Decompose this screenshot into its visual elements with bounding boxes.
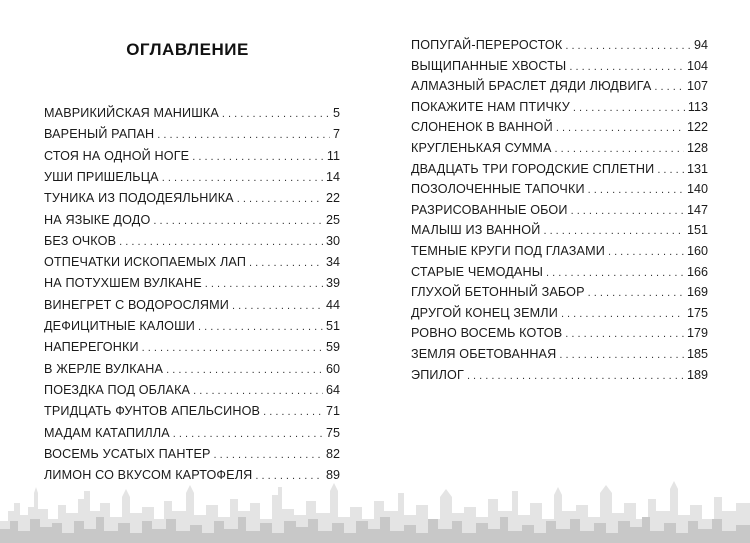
toc-entry-page-number: 140	[686, 182, 708, 197]
toc-entry-title: ВОСЕМЬ УСАТЫХ ПАНТЕР	[44, 446, 211, 461]
toc-entry-title: МАВРИКИЙСКАЯ МАНИШКА	[44, 106, 219, 120]
toc-dot-leader	[173, 428, 323, 440]
toc-dot-leader	[565, 40, 691, 52]
toc-entry	[44, 127, 340, 147]
toc-entry	[411, 223, 708, 243]
toc-entry	[411, 59, 708, 79]
toc-entry-page-number: 179	[686, 326, 708, 341]
toc-entry-page-number: 151	[686, 223, 708, 238]
toc-dot-leader	[166, 364, 323, 376]
toc-entry-page-number: 185	[686, 347, 708, 361]
toc-entry-page-number: 75	[325, 425, 340, 440]
toc-dot-leader	[561, 308, 684, 320]
toc-entry	[44, 383, 340, 403]
toc-entry-title: ДРУГОЙ КОНЕЦ ЗЕМЛИ	[411, 305, 558, 320]
toc-entry	[44, 298, 340, 318]
toc-dot-leader	[555, 143, 684, 155]
toc-entry-page-number: 94	[693, 38, 708, 52]
toc-dot-leader	[654, 81, 684, 93]
toc-dot-leader	[237, 193, 323, 205]
toc-dot-leader	[588, 184, 684, 196]
toc-dot-leader	[205, 278, 323, 290]
toc-entry-title: ПОПУГАЙ-ПЕРЕРОСТОК	[411, 38, 563, 52]
toc-entry-page-number: 60	[325, 361, 340, 376]
toc-entry-page-number: 122	[686, 120, 708, 135]
toc-entry-title: ЛИМОН СО ВКУСОМ КАРТОФЕЛЯ	[44, 468, 253, 483]
toc-entry	[44, 213, 340, 233]
toc-dot-leader	[119, 236, 323, 248]
toc-dot-leader	[198, 321, 323, 333]
toc-dot-leader	[249, 257, 323, 269]
toc-entry-page-number: 59	[325, 340, 340, 355]
toc-entry-page-number: 169	[686, 285, 708, 300]
toc-entry-title: МАЛЫШ ИЗ ВАННОЙ	[411, 223, 541, 238]
toc-entry	[44, 255, 340, 275]
toc-entry-page-number: 107	[686, 79, 708, 94]
toc-entry-page-number: 113	[687, 99, 708, 114]
toc-entry	[44, 276, 340, 296]
toc-entry-page-number: 175	[686, 305, 708, 320]
toc-entry-title: ДЕФИЦИТНЫЕ КАЛОШИ	[44, 319, 195, 333]
toc-entry	[411, 244, 708, 264]
toc-entry-page-number: 34	[325, 255, 340, 270]
toc-dot-leader	[556, 122, 684, 134]
toc-entry-page-number: 82	[325, 446, 340, 461]
toc-dot-leader	[222, 108, 330, 120]
toc-entry-title: ВЫЩИПАННЫЕ ХВОСТЫ	[411, 58, 567, 73]
toc-dot-leader	[214, 449, 323, 461]
toc-dot-leader	[565, 328, 684, 340]
toc-entry	[44, 106, 340, 126]
toc-entry-title: ПОКАЖИТЕ НАМ ПТИЧКУ	[411, 99, 570, 114]
toc-dot-leader	[263, 406, 323, 418]
toc-dot-leader	[193, 385, 323, 397]
toc-entry	[44, 340, 340, 360]
toc-entry	[44, 404, 340, 424]
toc-entry	[411, 162, 708, 182]
toc-entry-title: УШИ ПРИШЕЛЬЦА	[44, 169, 159, 184]
toc-entry-page-number: 128	[686, 141, 708, 155]
toc-entry-page-number: 189	[686, 367, 708, 382]
toc-entry-title: РОВНО ВОСЕМЬ КОТОВ	[411, 326, 563, 341]
toc-dot-leader	[588, 287, 684, 299]
toc-entry	[411, 120, 708, 140]
toc-entry-title: ГЛУХОЙ БЕТОННЫЙ ЗАБОР	[411, 285, 585, 300]
toc-dot-leader	[467, 370, 684, 382]
toc-dot-leader	[142, 342, 323, 354]
toc-dot-leader	[608, 246, 684, 258]
toc-entry-page-number: 25	[325, 212, 340, 227]
toc-entry	[411, 100, 708, 120]
toc-entry-page-number: 7	[332, 127, 340, 142]
toc-entry	[411, 306, 708, 326]
toc-dot-leader	[157, 129, 330, 141]
toc-entry	[411, 347, 708, 367]
toc-entry	[411, 141, 708, 161]
page-title: ОГЛАВЛЕНИЕ	[126, 40, 249, 59]
toc-entry-page-number: 71	[325, 404, 340, 419]
toc-entry-title: НАПЕРЕГОНКИ	[44, 340, 139, 355]
toc-dot-leader	[232, 300, 323, 312]
toc-entry-page-number: 147	[686, 202, 708, 217]
toc-entry-title: КРУГЛЕНЬКАЯ СУММА	[411, 141, 552, 155]
toc-entry	[44, 234, 340, 254]
toc-entry-title: В ЖЕРЛЕ ВУЛКАНА	[44, 361, 164, 376]
toc-entry-title: ПОЗОЛОЧЕННЫЕ ТАПОЧКИ	[411, 182, 585, 197]
toc-dot-leader	[162, 172, 323, 184]
toc-entry	[411, 79, 708, 99]
toc-entry	[411, 285, 708, 305]
toc-entry-page-number: 11	[326, 148, 340, 163]
toc-entry-page-number: 64	[325, 382, 340, 397]
toc-entry-title: СТАРЫЕ ЧЕМОДАНЫ	[411, 264, 544, 279]
toc-entry	[411, 368, 708, 388]
toc-entry-page-number: 30	[325, 233, 340, 248]
toc-entry	[44, 426, 340, 446]
toc-entry-title: ПОЕЗДКА ПОД ОБЛАКА	[44, 382, 191, 397]
toc-entry	[411, 203, 708, 223]
toc-entry-title: СТОЯ НА ОДНОЙ НОГЕ	[44, 148, 190, 163]
toc-entry-page-number: 89	[325, 468, 340, 483]
toc-entry-title: ДВАДЦАТЬ ТРИ ГОРОДСКИЕ СПЛЕТНИ	[411, 161, 655, 176]
toc-entry	[411, 326, 708, 346]
toc-dot-leader	[569, 61, 684, 73]
toc-entry-title: ОТПЕЧАТКИ ИСКОПАЕМЫХ ЛАП	[44, 255, 247, 270]
toc-entry	[44, 319, 340, 339]
toc-dot-leader	[153, 215, 323, 227]
toc-entry-title: ТУНИКА ИЗ ПОДОДЕЯЛЬНИКА	[44, 191, 234, 206]
toc-entry	[411, 38, 708, 58]
toc-entry-page-number: 5	[332, 106, 340, 120]
toc-dot-leader	[192, 151, 324, 163]
toc-entry	[411, 265, 708, 285]
toc-entry-title: ЭПИЛОГ	[411, 367, 464, 382]
toc-entry-title: ВИНЕГРЕТ С ВОДОРОСЛЯМИ	[44, 297, 229, 312]
toc-dot-leader	[571, 205, 684, 217]
toc-entry-title: НА ЯЗЫКЕ ДОДО	[44, 212, 151, 227]
toc-entry-title: РАЗРИСОВАННЫЕ ОБОИ	[411, 202, 568, 217]
toc-dot-leader	[546, 267, 684, 279]
toc-entry-title: ВАРЕНЫЙ РАПАН	[44, 127, 155, 142]
toc-entry-title: МАДАМ КАТАПИЛЛА	[44, 425, 170, 440]
toc-entry-title: ЗЕМЛЯ ОБЕТОВАННАЯ	[411, 347, 557, 361]
toc-entry-title: ТРИДЦАТЬ ФУНТОВ АПЕЛЬСИНОВ	[44, 404, 261, 419]
toc-entry-page-number: 51	[325, 319, 340, 333]
toc-entry-title: АЛМАЗНЫЙ БРАСЛЕТ ДЯДИ ЛЮДВИГА	[411, 79, 652, 94]
toc-entry-page-number: 166	[686, 264, 708, 279]
toc-entry-title: СЛОНЕНОК В ВАННОЙ	[411, 120, 553, 135]
toc-entry-page-number: 22	[325, 191, 340, 206]
toc-entry-title: ТЕМНЫЕ КРУГИ ПОД ГЛАЗАМИ	[411, 244, 605, 258]
toc-entry-page-number: 14	[325, 169, 340, 184]
toc-entry-page-number: 131	[686, 161, 708, 176]
toc-dot-leader	[657, 164, 684, 176]
toc-dot-leader	[543, 225, 684, 237]
toc-entry	[411, 182, 708, 202]
toc-dot-leader	[573, 102, 685, 114]
toc-entry-page-number: 39	[325, 276, 340, 291]
toc-entry	[44, 362, 340, 382]
toc-entry	[44, 149, 340, 169]
city-skyline-illustration	[0, 463, 750, 543]
toc-entry-page-number: 160	[686, 244, 708, 258]
toc-dot-leader	[559, 349, 684, 361]
toc-entry	[44, 170, 340, 190]
toc-entry-title: НА ПОТУХШЕМ ВУЛКАНЕ	[44, 276, 202, 291]
toc-entry-title: БЕЗ ОЧКОВ	[44, 233, 117, 248]
toc-entry	[44, 191, 340, 211]
toc-entry-page-number: 44	[325, 297, 340, 312]
toc-entry-page-number: 104	[686, 58, 708, 73]
